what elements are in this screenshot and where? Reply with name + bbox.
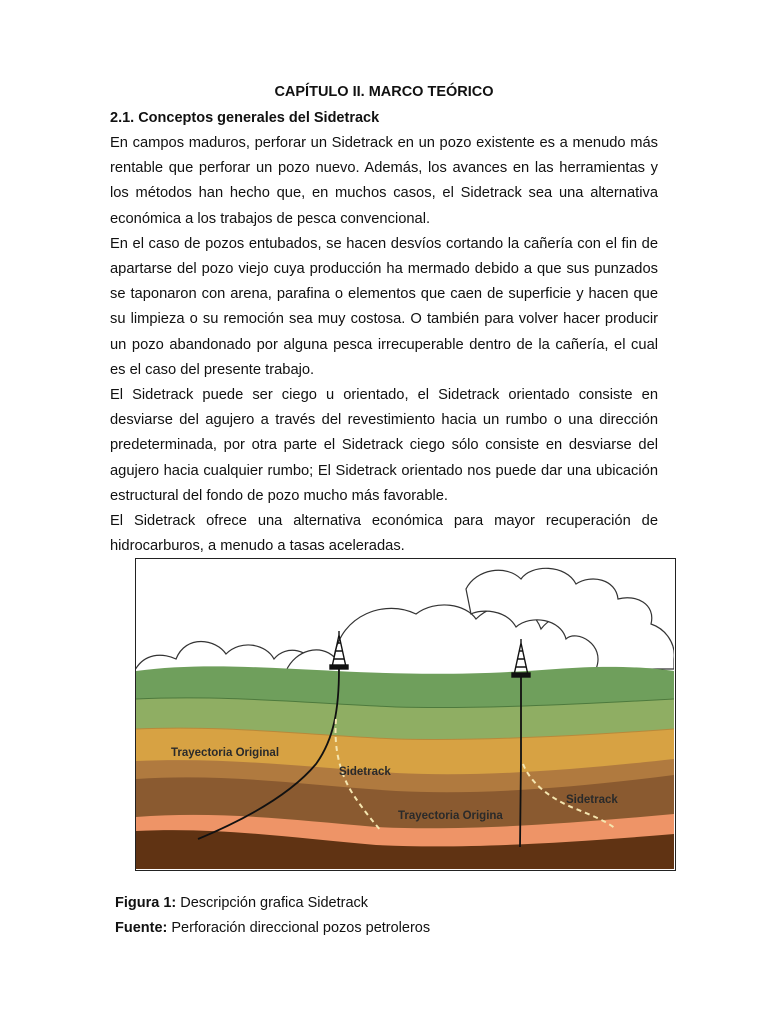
label-left-original: Trayectoria Original (171, 747, 280, 759)
sidetrack-figure (135, 558, 676, 871)
label-left-sidetrack: Sidetrack (339, 766, 391, 778)
figure-caption-prefix: Figura 1: (115, 895, 177, 911)
paragraph-1: En campos maduros, perforar un Sidetrack en un pozo existente es a menudo más rentable que perforar un pozo nuevo. Además, los avances en las herramientas y los métodos han hecho que, en muchos casos, el Sidetrack sea una alternativa económica a los trabajos de pesca convencional. (110, 135, 658, 227)
paragraph-4: El Sidetrack ofrece una alternativa económica para mayor recuperación de hidrocarburos, a menudo a tasas aceleradas. (110, 513, 658, 555)
sidetrack-illustration (136, 559, 674, 869)
source-caption-prefix: Fuente: (115, 920, 168, 936)
paragraph-3: El Sidetrack puede ser ciego u orientado, el Sidetrack orientado consiste en desviarse del agujero a través del revestimiento hacia un rumbo o una dirección predeterminada, por otra parte el Sidetrack ciego sólo consiste en desviarse del agujero hacia cualquier rumbo; El Sidetrack orientado nos puede dar una ubicación estructural del fondo de pozo mucho más favorable. (110, 387, 658, 504)
label-right-original: Trayectoria Origina (398, 810, 503, 822)
body-text (110, 131, 658, 559)
source-caption-text: Perforación direccional pozos petroleros (167, 920, 431, 936)
figure-caption (115, 895, 368, 911)
label-right-sidetrack: Sidetrack (566, 794, 618, 806)
figure-caption-text: Descripción grafica Sidetrack (176, 895, 369, 911)
chapter-title: CAPÍTULO II. MARCO TEÓRICO (274, 84, 494, 100)
section-heading: 2.1. Conceptos generales del Sidetrack (110, 110, 380, 126)
right-original-trajectory (520, 677, 521, 847)
paragraph-2: En el caso de pozos entubados, se hacen desvíos cortando la cañería con el fin de apartarse del pozo viejo cuya producción ha mermado debido a que sus punzados se taponaron con arena, parafina o elementos que caen de superficie y hacen que su limpieza o su remoción sea muy costosa. O también para volver hacer producir un pozo abandonado por alguna pesca irrecuperable dentro de la cañería, el cual es el caso del presente trabajo. (110, 235, 658, 378)
source-caption (115, 920, 430, 936)
